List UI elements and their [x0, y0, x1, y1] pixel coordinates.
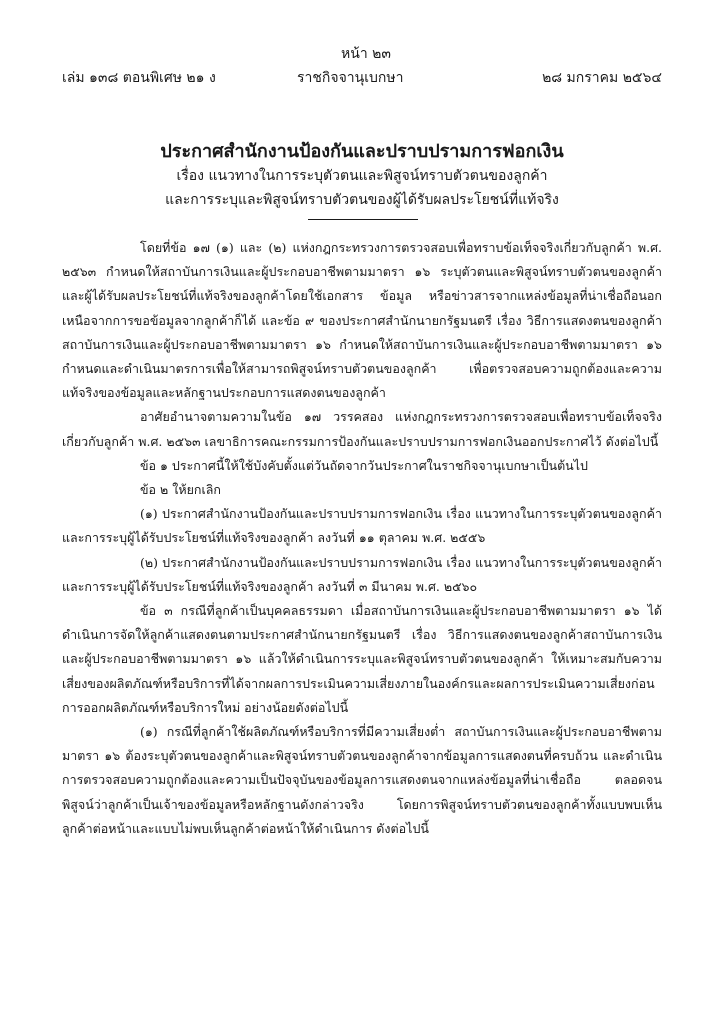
clause-2-item-2: (๒) ประกาศสำนักงานป้องกันและปราบปรามการฟอกเงิน เรื่อง แนวทางในการระบุตัวตนของลูกค้าและการระบุผู้ได้รับประโยชน์ที่แท้จริงของลูกค้า ลงวันที่ ๓ มีนาคม พ.ศ. ๒๕๖๐: [62, 554, 662, 594]
gazette-header: [62, 67, 662, 89]
preamble-paragraph: โดยที่ข้อ ๑๗ (๑) และ (๒) แห่งกฎกระทรวงการตรวจสอบเพื่อทราบข้อเท็จจริงเกี่ยวกับลูกค้า พ.ศ. ๒๕๖๓ กำหนดให้สถาบันการเงินและผู้ประกอบอาชีพตามมาตรา ๑๖ ระบุตัวตนและพิสูจน์ทราบตัวตนของลูกค้าและผู้ได้รับผลประโยชน์ที่แท้จริงของลูกค้าโดยใช้เอกสาร ข้อมูล หรือข่าวสารจากแหล่งข้อมูลที่น่าเชื่อถือนอกเหนือจากการขอข้อมูลจากลูกค้าก็ได้ และข้อ ๙ ของประกาศสำนักนายกรัฐมนตรี เรื่อง วิธีการแสดงตนของลูกค้าสถาบันการเงินและผู้ประกอบอาชีพตามมาตรา ๑๖ กำหนดให้สถาบันการเงินและผู้ประกอบอาชีพตามมาตรา ๑๖ กำหนดและดำเนินมาตรการเพื่อให้สามารถพิสูจน์ทราบตัวตนของลูกค้า เพื่อตรวจสอบความถูกต้องและความแท้จริงของข้อมูลและหลักฐานประกอบการแสดงตนของลูกค้า: [62, 240, 662, 401]
clause-2: ข้อ ๒ ให้ยกเลิก: [140, 482, 221, 498]
gazette-name: ราชกิจจานุเบกษา: [297, 70, 404, 86]
clause-3: ข้อ ๓ กรณีที่ลูกค้าเป็นบุคคลธรรมดา เมื่อสถาบันการเงินและผู้ประกอบอาชีพตามมาตรา ๑๖ ได้ดำเนินการจัดให้ลูกค้าแสดงตนตามประกาศสำนักนายกรัฐมนตรี เรื่อง วิธีการแสดงตนของลูกค้าสถาบันการเงินและผู้ประกอบอาชีพตามมาตรา ๑๖ แล้วให้ดำเนินการระบุและพิสูจน์ทราบตัวตนของลูกค้า ให้เหมาะสมกับความเสี่ยงของผลิตภัณฑ์หรือบริการที่ได้จากผลการประเมินความเสี่ยงภายในองค์กรและผลการประเมินความเสี่ยงก่อนการออกผลิตภัณฑ์หรือบริการใหม่ อย่างน้อยดังต่อไปนี้: [62, 603, 662, 715]
clause-2-item-1: (๑) ประกาศสำนักงานป้องกันและปราบปรามการฟอกเงิน เรื่อง แนวทางในการระบุตัวตนของลูกค้าและการระบุผู้ได้รับประโยชน์ที่แท้จริงของลูกค้า ลงวันที่ ๑๑ ตุลาคม พ.ศ. ๒๕๕๖: [62, 506, 662, 546]
clause-3-item-1: (๑) กรณีที่ลูกค้าใช้ผลิตภัณฑ์หรือบริการที่มีความเสี่ยงต่ำ สถาบันการเงินและผู้ประกอบอาชีพตามมาตรา ๑๖ ต้องระบุตัวตนของลูกค้าและพิสูจน์ทราบตัวตนของลูกค้าจากข้อมูลการแสดงตนที่ครบถ้วน และดำเนินการตรวจสอบความถูกต้องและความเป็นปัจจุบันของข้อมูลการแสดงตนจากแหล่งข้อมูลที่น่าเชื่อถือ ตลอดจนพิสูจน์ว่าลูกค้าเป็นเจ้าของข้อมูลหรือหลักฐานดังกล่าวจริง โดยการพิสูจน์ทราบตัวตนของลูกค้าทั้งแบบพบเห็นลูกค้าต่อหน้าและแบบไม่พบเห็นลูกค้าต่อหน้าให้ดำเนินการ ดังต่อไปนี้: [62, 724, 662, 836]
publication-date: ๒๘ มกราคม ๒๕๖๔: [542, 70, 662, 86]
clause-1: ข้อ ๑ ประกาศนี้ให้ใช้บังคับตั้งแต่วันถัดจากวันประกาศในราชกิจจานุเบกษาเป็นต้นไป: [140, 457, 588, 473]
announcement-body: [62, 236, 662, 841]
authority-paragraph: อาศัยอำนาจตามความในข้อ ๑๗ วรรคสอง แห่งกฎกระทรวงการตรวจสอบเพื่อทราบข้อเท็จจริงเกี่ยวกับลูกค้า พ.ศ. ๒๕๖๓ เลขาธิการคณะกรรมการป้องกันและปราบปรามการฟอกเงินออกประกาศไว้ ดังต่อไปนี้: [62, 409, 662, 449]
page-number: หน้า ๒๓: [341, 46, 391, 62]
title-divider: [308, 219, 418, 220]
announcement-subject: [0, 164, 724, 212]
subject-line-1: เรื่อง แนวทางในการระบุตัวตนและพิสูจน์ทราบตัวตนของลูกค้า: [176, 168, 548, 184]
announcement-title: ประกาศสำนักงานป้องกันและปราบปรามการฟอกเงิน: [160, 141, 564, 162]
subject-line-2: และการระบุและพิสูจน์ทราบตัวตนของผู้ได้รับผลประโยชน์ที่แท้จริง: [165, 192, 559, 208]
volume-issue: เล่ม ๑๓๘ ตอนพิเศษ ๒๑ ง: [62, 70, 216, 86]
